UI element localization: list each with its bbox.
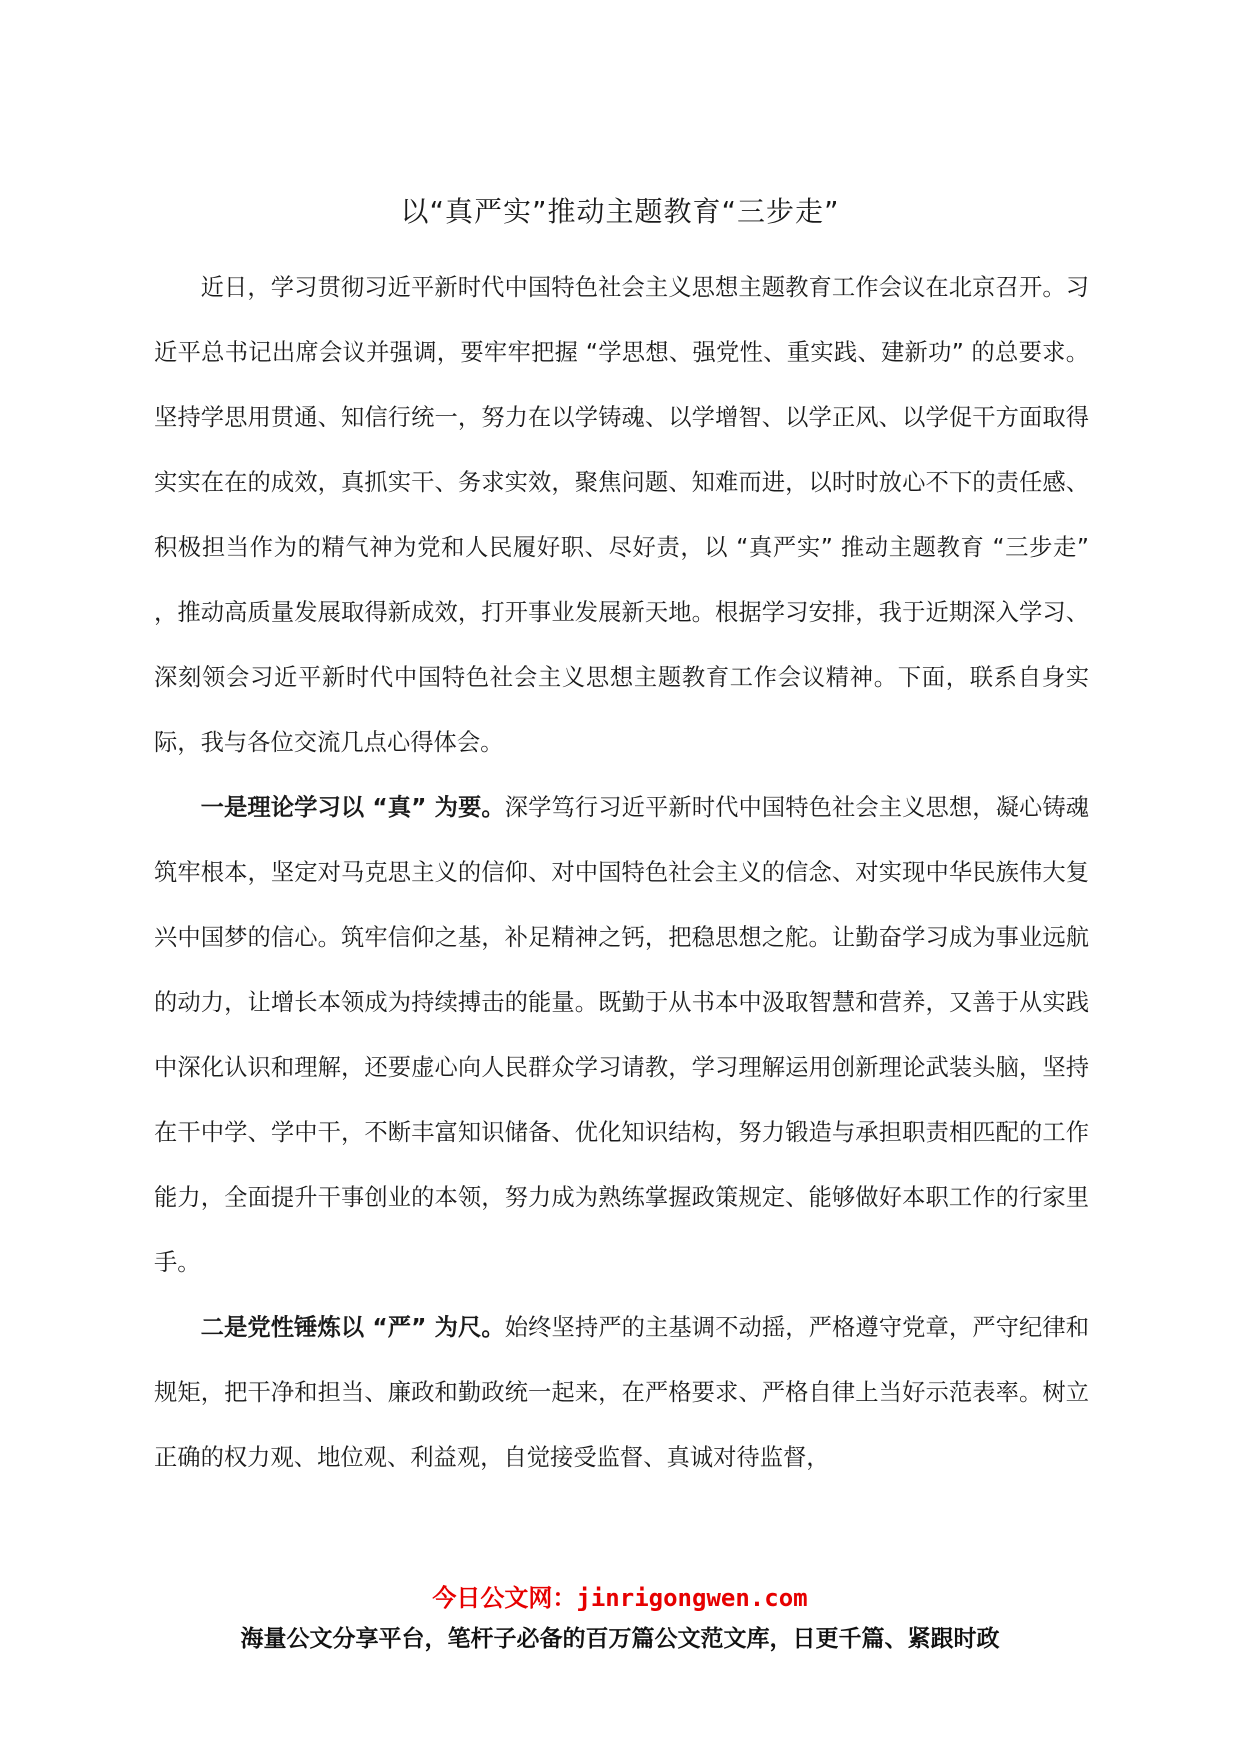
paragraph-party-discipline bbox=[154, 1295, 1089, 1490]
footer-slogan: 海量公文分享平台，笔杆子必备的百万篇公文范文库，日更千篇、紧跟时政 bbox=[240, 1626, 1000, 1652]
paragraph-text: 近日，学习贯彻习近平新时代中国特色社会主义思想主题教育工作会议在北京召开。习近平总书记出席会议并强调，要牢牢把握 “学思想、强党性、重实践、建新功” 的总要求。坚持学思用贯通、知信行统一，努力在以学铸魂、以学增智、以学正风、以学促干方面取得实实在在的成效，真抓实干、务求实效，聚焦问题、知难而进，以时时放心不下的责任感、积极担当作为的精气神为党和人民履好职、尽好责，以 “真严实” 推动主题教育 “三步走” ，推动高质量发展取得新成效，打开事业发展新天地。根据学习安排，我于近期深入学习、深刻领会习近平新时代中国特色社会主义思想主题教育工作会议精神。下面，联系自身实际，我与各位交流几点心得体会。 bbox=[154, 274, 1089, 756]
footer-site-name: 今日公文网： bbox=[432, 1584, 577, 1612]
footer-site-url[interactable]: jinrigongwen.com bbox=[576, 1584, 808, 1612]
paragraph-text: 始终坚持严的主基调不动摇，严格遵守党章，严守纪律和规矩，把干净和担当、廉政和勤政统一起来，在严格要求、严格自律上当好示范表率。树立正确的权力观、地位观、利益观，自觉接受监督、真诚对待监督， bbox=[154, 1314, 1090, 1471]
paragraph-lead: 一是理论学习以 “真” 为要。 bbox=[200, 794, 505, 821]
paragraph-lead: 二是党性锤炼以 “严” 为尺。 bbox=[200, 1314, 505, 1341]
document-title: 以“真严实”推动主题教育“三步走” bbox=[400, 195, 840, 228]
paragraph-theory-study bbox=[154, 775, 1089, 1295]
footer-site-banner bbox=[0, 1578, 1240, 1613]
paragraph-text: 深学笃行习近平新时代中国特色社会主义思想，凝心铸魂筑牢根本，坚定对马克思主义的信仰、对中国特色社会主义的信念、对实现中华民族伟大复兴中国梦的信心。筑牢信仰之基，补足精神之钙，把稳思想之舵。让勤奋学习成为事业远航的动力，让增长本领成为持续搏击的能量。既勤于从书本中汲取智慧和营养，又善于从实践中深化认识和理解，还要虚心向人民群众学习请教，学习理解运用创新理论武装头脑，坚持在干中学、学中干，不断丰富知识储备、优化知识结构，努力锻造与承担职责相匹配的工作能力，全面提升干事创业的本领，努力成为熟练掌握政策规定、能够做好本职工作的行家里手。 bbox=[154, 794, 1090, 1276]
paragraph-intro bbox=[154, 255, 1089, 775]
document-body bbox=[154, 255, 1089, 1490]
